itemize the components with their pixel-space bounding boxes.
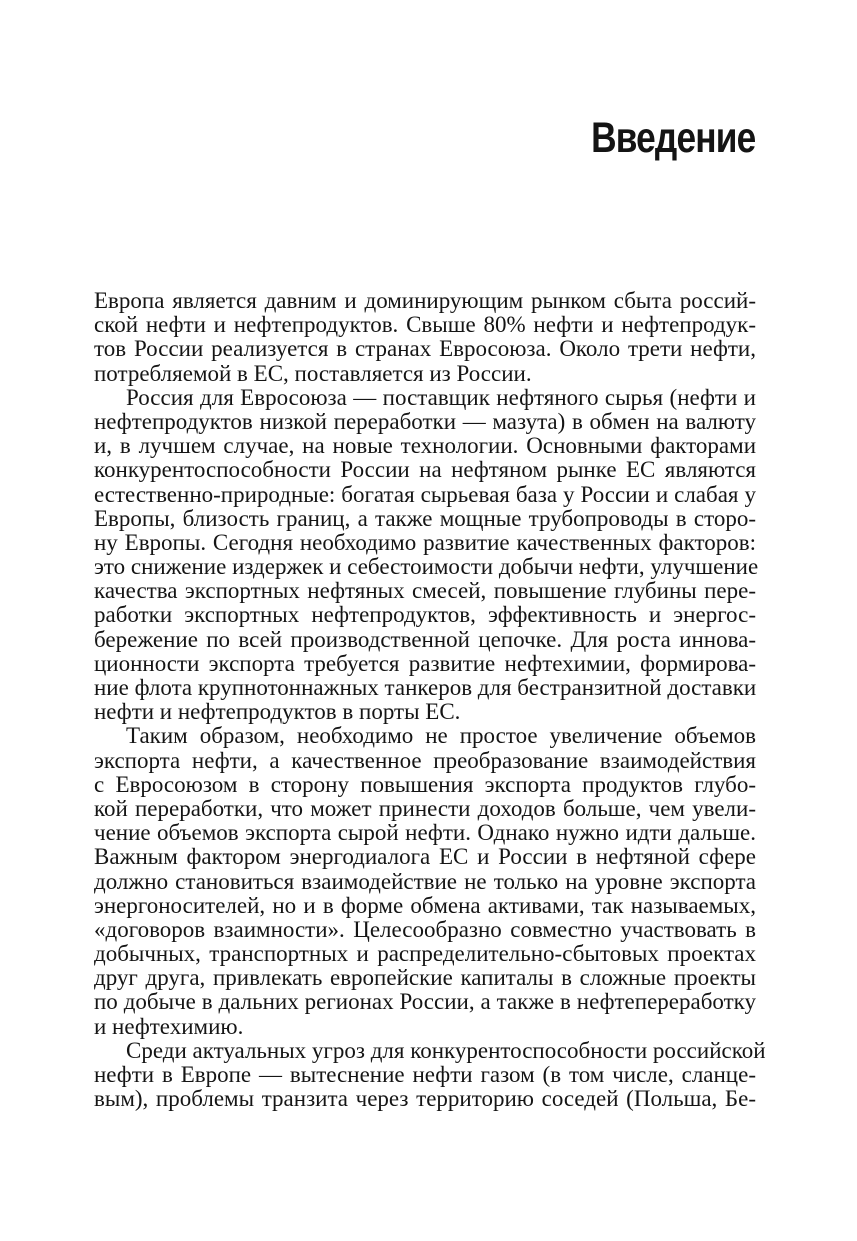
text-line: ние флота крупнотоннажных танкеров для бестранзитной доставки: [94, 675, 757, 700]
text-line: Таким образом, необходимо не простое увеличение объемов: [126, 723, 756, 749]
text-line: «договоров взаимности». Целесообразно совместно участвовать в: [94, 916, 756, 942]
text-line: экспорта нефти, а качественное преобразование взаимодействия: [94, 747, 756, 773]
paragraph-4: [94, 1037, 766, 1112]
text-line: нефти в Европе — вытеснение нефти газом (в том числе, сланце-: [94, 1062, 756, 1087]
text-line: конкурентоспособности России на нефтяном рынке ЕС являются: [94, 457, 756, 483]
text-line: по добыче в дальних регионах России, а также в нефтепереработку: [94, 989, 756, 1015]
text-line: должно становиться взаимодействие не только на уровне экспорта: [94, 868, 756, 894]
text-line: бережение по всей производственной цепочке. Для роста иннова-: [94, 626, 756, 652]
text-line: кой переработки, что может принести доходов больше, чем увели-: [94, 795, 756, 821]
text-line: нефти и нефтепродуктов в порты ЕС.: [94, 699, 461, 725]
text-line: друг друга, привлекать европейские капиталы в сложные проекты: [94, 965, 756, 991]
text-line: Важным фактором энергодиалога ЕС и России в нефтяной сфере: [94, 844, 756, 870]
text-line: и нефтехимию.: [94, 1013, 244, 1039]
text-line: ну Европы. Сегодня необходимо развитие качественных факторов:: [94, 529, 756, 555]
text-line: ской нефти и нефтепродуктов. Свыше 80% нефти и нефтепродук-: [94, 312, 756, 338]
text-line: потребляемой в ЕС, поставляется из России.: [94, 360, 532, 386]
paragraph-3: [94, 724, 756, 1038]
chapter-title: Введение: [590, 114, 755, 162]
text-line: ционности экспорта требуется развитие нефтехимии, формирова-: [94, 650, 756, 676]
text-line: энергоносителей, но и в форме обмена активами, так называемых,: [94, 892, 756, 918]
text-line: Европы, близость границ, а также мощные трубопроводы в сторо-: [94, 505, 756, 531]
text-line: вым), проблемы транзита через территорию соседей (Польша, Бе-: [94, 1086, 756, 1112]
text-line: тов России реализуется в странах Евросоюза. Около трети нефти,: [94, 336, 756, 362]
text-line: Европа является давним и доминирующим рынком сбыта россий-: [94, 288, 756, 313]
text-line: с Евросоюзом в сторону повышения экспорта продуктов глубо-: [94, 771, 756, 797]
text-line: работки экспортных нефтепродуктов, эффективность и энергос-: [94, 602, 756, 628]
text-line: естественно-природные: богатая сырьевая база у России и слабая у: [94, 481, 756, 507]
text-line: это снижение издержек и себестоимости добычи нефти, улучшение: [94, 554, 759, 580]
text-line: и, в лучшем случае, на новые технологии. Основными факторами: [94, 433, 756, 459]
paragraph-2: [94, 384, 759, 725]
text-line: чение объемов экспорта сырой нефти. Однако нужно идти дальше.: [94, 820, 756, 846]
text-line: Среди актуальных угроз для конкурентоспособности российской: [126, 1037, 766, 1063]
body-text: [94, 288, 766, 1112]
text-line: нефтепродуктов низкой переработки — мазута) в обмен на валюту: [94, 408, 756, 434]
text-line: Россия для Евросоюза — поставщик нефтяного сырья (нефти и: [126, 384, 756, 410]
paragraph-1: [94, 289, 756, 386]
text-line: качества экспортных нефтяных смесей, повышение глубины пере-: [94, 578, 756, 604]
text-line: добычных, транспортных и распределительно-сбытовых проектах: [94, 941, 756, 967]
